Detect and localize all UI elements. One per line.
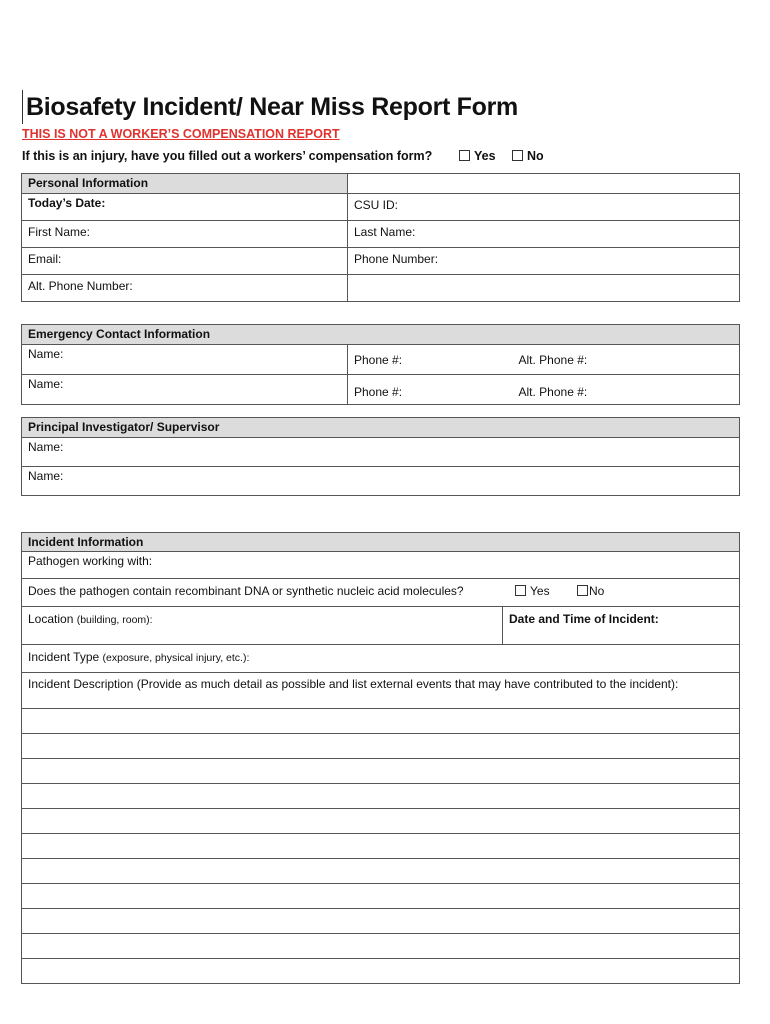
- phone-number-field[interactable]: Phone Number:: [348, 248, 740, 275]
- description-line-11[interactable]: [22, 959, 740, 984]
- rdna-no-checkbox[interactable]: [577, 585, 588, 596]
- first-name-field[interactable]: First Name:: [22, 221, 348, 248]
- pi-name-2[interactable]: Name:: [22, 467, 740, 496]
- alt-phone-field[interactable]: Alt. Phone Number:: [22, 275, 348, 302]
- alt-phone-blank[interactable]: [348, 275, 740, 302]
- description-line-6[interactable]: [22, 834, 740, 859]
- checkbox-yes[interactable]: [459, 150, 470, 161]
- location-field[interactable]: [22, 607, 503, 645]
- pathogen-field[interactable]: Pathogen working with:: [22, 552, 740, 579]
- incident-type-label: Incident Type: [28, 650, 100, 664]
- rdna-yes-checkbox[interactable]: [515, 585, 526, 596]
- description-line-10[interactable]: [22, 934, 740, 959]
- emergency-phone-1[interactable]: Phone #:: [348, 345, 515, 375]
- rdna-yes-label: Yes: [530, 584, 550, 598]
- description-line-3[interactable]: [22, 759, 740, 784]
- personal-info-header: Personal Information: [22, 174, 348, 194]
- rdna-no-label: No: [589, 584, 605, 598]
- rdna-yes-option[interactable]: [515, 584, 577, 598]
- emergency-name-2[interactable]: Name:: [22, 375, 348, 405]
- emergency-name-1[interactable]: Name:: [22, 345, 348, 375]
- emergency-alt-phone-1[interactable]: Alt. Phone #:: [515, 345, 740, 375]
- compensation-warning: THIS IS NOT A WORKER’S COMPENSATION REPORT: [22, 127, 340, 141]
- description-line-8[interactable]: [22, 884, 740, 909]
- incident-type-field[interactable]: [22, 645, 740, 673]
- description-line-2[interactable]: [22, 734, 740, 759]
- pi-supervisor-table: [21, 417, 740, 496]
- email-field[interactable]: Email:: [22, 248, 348, 275]
- description-line-7[interactable]: [22, 859, 740, 884]
- injury-no-option[interactable]: [512, 149, 544, 163]
- incident-type-note: (exposure, physical injury, etc.):: [102, 652, 250, 664]
- pi-name-1[interactable]: Name:: [22, 438, 740, 467]
- todays-date-field[interactable]: Today’s Date:: [22, 194, 348, 221]
- location-note: (building, room):: [76, 614, 153, 626]
- injury-yes-option[interactable]: [459, 149, 496, 163]
- injury-question: If this is an injury, have you filled out a workers’ compensation form?: [22, 149, 433, 163]
- injury-no-label: No: [527, 149, 544, 163]
- personal-info-table: [21, 173, 740, 302]
- personal-info-header-blank: [348, 174, 740, 194]
- incident-info-header: Incident Information: [22, 533, 740, 552]
- last-name-field[interactable]: Last Name:: [348, 221, 740, 248]
- pi-supervisor-header: Principal Investigator/ Supervisor: [22, 418, 740, 438]
- emergency-phone-2[interactable]: Phone #:: [348, 375, 515, 405]
- description-line-5[interactable]: [22, 809, 740, 834]
- injury-yes-label: Yes: [474, 149, 496, 163]
- incident-description-label: Incident Description (Provide as much detail as possible and list external events that may have contributed to the incident):: [22, 673, 740, 709]
- rdna-no-option[interactable]: [577, 584, 604, 598]
- emergency-contact-table: [21, 324, 740, 405]
- rdna-question: Does the pathogen contain recombinant DNA or synthetic nucleic acid molecules?: [28, 584, 464, 598]
- description-line-1[interactable]: [22, 709, 740, 734]
- emergency-contact-header: Emergency Contact Information: [22, 325, 740, 345]
- description-line-9[interactable]: [22, 909, 740, 934]
- description-line-4[interactable]: [22, 784, 740, 809]
- rdna-question-row: [22, 579, 740, 607]
- csu-id-field[interactable]: CSU ID:: [348, 194, 740, 221]
- emergency-alt-phone-2[interactable]: Alt. Phone #:: [515, 375, 740, 405]
- checkbox-no[interactable]: [512, 150, 523, 161]
- form-title: Biosafety Incident/ Near Miss Report Form: [22, 90, 518, 124]
- date-time-field[interactable]: Date and Time of Incident:: [503, 607, 740, 645]
- location-label: Location: [28, 612, 74, 626]
- incident-info-table: [21, 532, 740, 984]
